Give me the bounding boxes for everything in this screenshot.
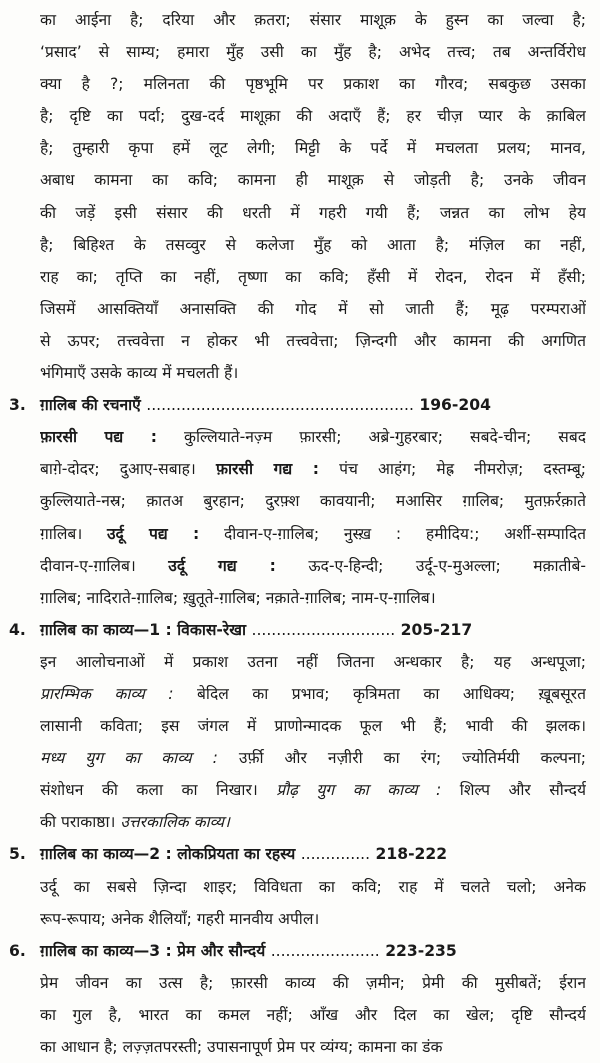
section-line: [40, 1031, 586, 1063]
section-leader-dots: .............................: [251, 620, 396, 639]
section-leader-dots: ......................................................: [146, 396, 414, 415]
intro-line: भंगिमाएँ उसके काव्य में मचलती हैं।: [40, 364, 239, 383]
bold-label: उर्दू गद्य :: [168, 556, 276, 575]
section-line: [40, 678, 586, 710]
section-page-range: 196-204: [419, 396, 491, 415]
intro-line: की जड़ें इसी संसार की धरती में गहरी गयी हैं; जन्नत का लोभ हेय: [40, 203, 586, 222]
section-line: [40, 999, 586, 1031]
section-line: [40, 550, 586, 582]
bold-label: फ़ारसी गद्य :: [215, 460, 320, 479]
intro-line: ‘प्रसाद’ से साम्य; हमारा मुँह उसी का मुँह है; अभेद तत्त्व; तब अन्तर्विरोध: [40, 43, 586, 62]
line-text: बेदिल का प्रभाव; कृत्रिमता का आधिक्य; ख़ूबसूरत: [173, 684, 586, 703]
section-line: [40, 710, 586, 742]
intro-line: है; तुम्हारी कृपा हमें लूट लेगी; मिट्टी के पर्दे में मचलता प्रलय; मानव,: [40, 139, 586, 158]
line-text: संशोधन की कला का निखार।: [40, 781, 277, 800]
line-text: बाग़े-दोदर; दुआए-सबाह।: [40, 460, 216, 479]
line-text: कुल्लियाते-नज़्म फ़ारसी; अब्रे-गुहरबार; सबदे-चीन; सबद: [156, 428, 586, 447]
line-text: का आधान है; लज़्ज़तपरस्ती; उपासनापूर्ण प्रेम पर व्यंग्य; कामना का डंक: [40, 1038, 443, 1056]
intro-line: से ऊपर; तत्त्ववेत्ता न होकर भी तत्त्ववेत्ता; ज़िन्दगी और कामना की अगणित: [40, 331, 586, 350]
section-heading: [9, 389, 586, 421]
contents-section: [9, 935, 586, 1063]
section-line: [40, 421, 586, 453]
section-line: [40, 646, 586, 678]
bold-label: फ़ारसी पद्य :: [40, 428, 157, 447]
section-title: ग़ालिब की रचनाएँ: [40, 396, 141, 415]
intro-line: है; दृष्टि का पर्दा; दुख-दर्द माशूक़ा की अदाएँ हैं; हर चीज़ प्यार के क़ाबिल: [40, 107, 586, 126]
contents-section: [9, 389, 586, 614]
intro-line: का आईना है; दरिया और क़तरा; संसार माशूक़ के हुस्न का जल्वा है;: [40, 11, 586, 29]
line-text: उर्दू का सबसे ज़िन्दा शाइर; विविधता का कवि; राह में चलते चलो; अनेक: [40, 877, 586, 896]
section-number: 6.: [9, 941, 26, 960]
section-line: [40, 518, 586, 550]
section-line: [40, 967, 586, 999]
section-heading: [9, 838, 586, 870]
section-heading: [9, 935, 586, 967]
section-line: [40, 485, 586, 517]
line-text: ग़ालिब; नादिराते-ग़ालिब; ख़ुतूते-ग़ालिब; नक़ाते-ग़ालिब; नाम-ए-ग़ालिब।: [40, 588, 436, 607]
section-page-range: 223-235: [385, 941, 457, 960]
section-page-range: 205-217: [400, 620, 473, 639]
section-line: [40, 774, 586, 806]
line-text: दीवान-ए-ग़ालिब; नुस्ख़ : हमीदिय:; अर्शी-सम्पादित: [199, 524, 586, 543]
section-title: ग़ालिब का काव्य—3 : प्रेम और सौन्दर्य: [40, 941, 266, 960]
intro-line: राह का; तृप्ति का नहीं, तृष्णा का कवि; हँसी में रोदन, रोदन में हँसी;: [40, 267, 586, 286]
section-line: [40, 582, 586, 614]
line-text: की पराकाष्ठा।: [40, 813, 121, 832]
line-text: रूप-रूपाय; अनेक शैलियाँ; गहरी मानवीय अपील।: [40, 909, 320, 928]
line-text: ऊद-ए-हिन्दी; उर्दू-ए-मुअल्ला; मक़ातीबे-: [275, 556, 586, 575]
line-text: कुल्लियाते-नस्र; क़ातअ बुरहान; दुरफ़्श कावयानी; मआसिर ग़ालिब; मुतफ़र्रक़ाते: [40, 492, 586, 511]
line-text: का गुल है, भारत का कमल नहीं; आँख और दिल का खेल; दृष्टि सौन्दर्य: [40, 1005, 586, 1024]
line-text: उर्फ़ी और नज़ीरी का रंग; ज्योतिर्मयी कल्पना;: [217, 749, 586, 768]
italic-label: मध्य युग का काव्य :: [40, 749, 218, 768]
line-text: दीवान-ए-ग़ालिब।: [40, 556, 169, 575]
line-text: लासानी कविता; इस जंगल में प्राणोन्मादक फूल भी हैं; भावी की झलक।: [40, 717, 586, 736]
section-line: [40, 453, 586, 485]
section-number: 3.: [9, 396, 26, 415]
line-text: ग़ालिब।: [40, 524, 107, 543]
intro-line: क्या है ?; मलिनता की पृष्ठभूमि पर प्रकाश का गौरव; सबकुछ उसका: [40, 75, 586, 94]
contents-section: [9, 838, 586, 934]
italic-label: उत्तरकालिक काव्य।: [120, 813, 230, 832]
line-text: प्रेम जीवन का उत्स है; फ़ारसी काव्य की ज़मीन; प्रेमी की मुसीबतें; ईरान: [40, 973, 586, 992]
italic-label: प्रौढ़ युग का काव्य :: [276, 781, 442, 800]
intro-line: अबाध कामना का कवि; कामना ही माशूक़ से जोड़ती है; उनके जीवन: [40, 171, 586, 190]
intro-line: जिसमें आसक्तियाँ अनासक्ति की गोद में सो जाती हैं; मूढ़ परम्पराओं: [40, 299, 586, 318]
section-leader-dots: ......................: [270, 941, 380, 960]
line-text: इन आलोचनाओं में प्रकाश उतना नहीं जितना अन्धकार है; यह अन्धपूजा;: [40, 652, 586, 671]
contents-section: [9, 614, 586, 839]
section-line: [40, 806, 586, 838]
line-text: पंच आहंग; मेह्र नीमरोज़; दस्तम्बू;: [319, 460, 586, 479]
section-line: [40, 742, 586, 774]
section-number: 5.: [9, 845, 26, 864]
section-line: [40, 871, 586, 903]
intro-paragraph: [40, 4, 586, 389]
intro-line: है; बिहिश्त के तसव्वुर से कलेजा मुँह को आता है; मंज़िल का नहीं,: [40, 235, 586, 254]
bold-label: उर्दू पद्य :: [107, 524, 200, 543]
section-heading: [9, 614, 586, 646]
section-number: 4.: [9, 620, 26, 639]
section-leader-dots: ..............: [300, 845, 371, 864]
section-page-range: 218-222: [375, 845, 448, 864]
section-line: [40, 903, 586, 935]
line-text: शिल्प और सौन्दर्य: [441, 781, 586, 800]
italic-label: प्रारम्भिक काव्य :: [40, 684, 174, 703]
section-title: ग़ालिब का काव्य—2 : लोकप्रियता का रहस्य: [40, 845, 296, 864]
section-title: ग़ालिब का काव्य—1 : विकास-रेखा: [40, 620, 247, 639]
contents-sections: [9, 389, 586, 1063]
